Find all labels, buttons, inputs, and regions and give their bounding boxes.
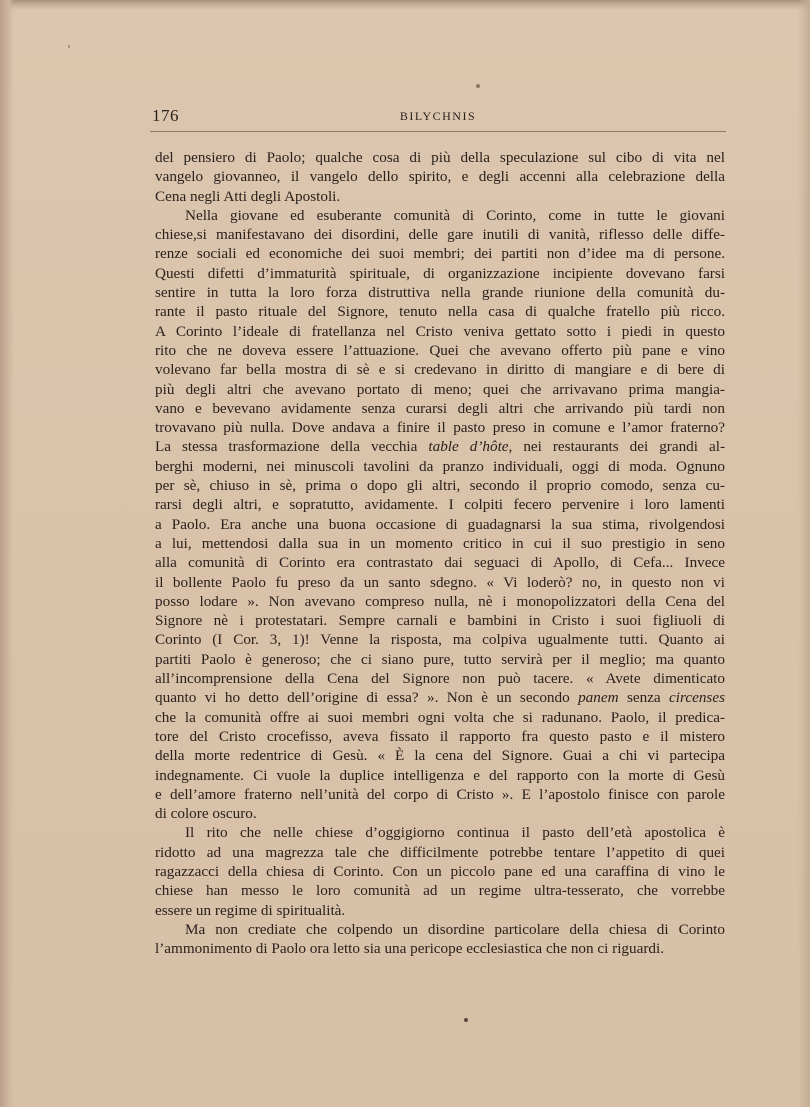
page-number: 176 bbox=[152, 106, 179, 125]
text-line: chiese,si manifestavano dei disordini, delle gare inutili di vanità, riflesso delle diffe- bbox=[155, 226, 725, 244]
ink-speck bbox=[68, 45, 70, 48]
text-line: Ma non crediate che colpendo un disordine particolare della chiesa di Corinto bbox=[185, 920, 725, 938]
text-line: rante il pasto rituale del Signore, tenuto nella casa di qualche fratello più ricco. bbox=[155, 303, 725, 321]
text-line: vano e bevevano avidamente senza curarsi degli altri che arrivando più tardi non bbox=[155, 399, 725, 417]
text-line: del pensiero di Paolo; qualche cosa di più della speculazione sul cibo di vita nel bbox=[155, 149, 725, 166]
paragraph bbox=[155, 206, 725, 824]
text-line: ragazzacci della chiesa di Corinto. Con un piccolo pane ed una caraffina di vino le bbox=[155, 862, 725, 880]
text-line: e dell’amore fraterno nell’unità del corpo di Cristo ». E l’apostolo finisce con parole bbox=[155, 785, 725, 803]
text-line: partiti Paolo è generoso; che ci siano pure, tutto servirà per il meglio; ma quanto bbox=[155, 650, 725, 668]
text-line: renze sociali ed economiche dei suoi membri; dei partiti non d’idee ma di persone. bbox=[155, 245, 725, 263]
text-line: il bollente Paolo fu preso da un santo sdegno. « Vi loderò? no, in questo non vi bbox=[155, 573, 725, 591]
body-text bbox=[155, 148, 725, 958]
text-line: alla comunità di Corinto era contrastato dai seguaci di Apollo, di Cefa... Invece bbox=[155, 554, 725, 572]
header-rule bbox=[150, 131, 726, 132]
text-line: Cena negli Atti degli Apostoli. bbox=[155, 187, 341, 205]
text-line: trovavano più nulla. Dove andava a finire il pasto preso in comune e l’amor fraterno? bbox=[155, 419, 725, 437]
text-line: a Paolo. Era anche una buona occasione di guadagnarsi la sua stima, rivolgendosi bbox=[155, 515, 725, 533]
page-edge-right bbox=[798, 0, 810, 1107]
ink-speck bbox=[476, 84, 480, 88]
text-line: Questi difetti d’immaturità spirituale, di organizzazione incipiente dovevano farsi bbox=[155, 264, 725, 282]
ink-speck bbox=[464, 1018, 468, 1022]
text-line: vangelo giovanneo, il vangelo dello spirito, e degli accenni alla celebrazione della bbox=[155, 168, 725, 186]
text-line: a lui, mettendosi dalla sua in un momento critico in cui il suo prestigio in seno bbox=[155, 534, 725, 552]
page-header bbox=[152, 106, 724, 130]
text-line: La stessa trasformazione della vecchia table d’hôte, nei restaurants dei grandi al- bbox=[155, 438, 725, 456]
text-line: della morte redentrice di Gesù. « È la cena del Signore. Guai a chi vi partecipa bbox=[155, 747, 725, 765]
text-line: rito che ne doveva essere l’attuazione. Quei che avevano offerto più pane e vino bbox=[155, 341, 725, 359]
text-line: rarsi degli altri, e sopratutto, avidamente. I colpiti fecero pervenire i loro lamenti bbox=[155, 496, 725, 514]
text-line: Corinto (I Cor. 3, 1)! Venne la risposta, ma colpiva ugualmente tutti. Quanto ai bbox=[155, 631, 725, 649]
text-line: A Corinto l’ideale di fratellanza nel Cristo veniva gettato sotto i piedi in questo bbox=[155, 322, 725, 340]
running-title: BILYCHNIS bbox=[399, 109, 477, 123]
text-line: l’ammonimento di Paolo ora letto sia una pericope ecclesiastica che non ci riguardi. bbox=[155, 940, 665, 958]
text-line: quanto vi ho detto dell’origine di essa? ». Non è un secondo panem senza circenses bbox=[155, 689, 725, 707]
text-line: Nella giovane ed esuberante comunità di Corinto, come in tutte le giovani bbox=[185, 206, 725, 224]
paragraph bbox=[155, 823, 725, 919]
text-line: più degli altri che avevano portato di meno; quei che arrivavano prima mangia- bbox=[155, 380, 725, 398]
paragraph bbox=[155, 920, 725, 959]
text-line: sentire in tutta la loro forza distruttiva nella grande riunione della comunità du- bbox=[155, 284, 725, 302]
page-edge-left bbox=[0, 0, 14, 1107]
page-edge-top bbox=[0, 0, 810, 10]
text-line: che la comunità offre ai suoi membri ogni volta che si radunano. Paolo, il predica- bbox=[155, 708, 725, 726]
text-line: all’incomprensione della Cena del Signore non può tacere. « Avete dimenticato bbox=[155, 670, 725, 688]
text-line: ridotto ad una magrezza tale che difficilmente potrebbe tentare l’appetito di quei bbox=[155, 843, 725, 861]
paragraph bbox=[155, 148, 725, 206]
text-line: chiese han messo le loro comunità ad un regime ultra-tesserato, che vorrebbe bbox=[155, 882, 725, 900]
text-line: volevano far bella mostra di sè e si credevano in diritto di mangiare e di bere di bbox=[155, 361, 725, 379]
text-line: tore del Cristo crocefisso, aveva fissato il rapporto fra questo pasto e il mistero bbox=[155, 727, 725, 745]
text-line: berghi moderni, nei minuscoli tavolini da pranzo individuali, oggi di moda. Ognuno bbox=[155, 457, 725, 475]
text-line: posso lodare ». Non avevano compreso nulla, nè i monopolizzatori della Cena del bbox=[155, 592, 725, 610]
text-line: Il rito che nelle chiese d’oggigiorno continua il pasto dell’età apostolica è bbox=[185, 824, 725, 842]
text-line: indegnamente. Ci vuole la duplice intelligenza e del rapporto con la morte di Gesù bbox=[155, 766, 725, 784]
text-line: di colore oscuro. bbox=[155, 805, 257, 823]
text-line: essere un regime di spiritualità. bbox=[155, 901, 346, 919]
text-line: Signore nè i protestatari. Sempre carnali e bambini in Cristo i suoi figliuoli di bbox=[155, 612, 725, 630]
text-line: per sè, chiuso in sè, prima o dopo gli altri, secondo il proprio comodo, senza cu- bbox=[155, 477, 725, 495]
